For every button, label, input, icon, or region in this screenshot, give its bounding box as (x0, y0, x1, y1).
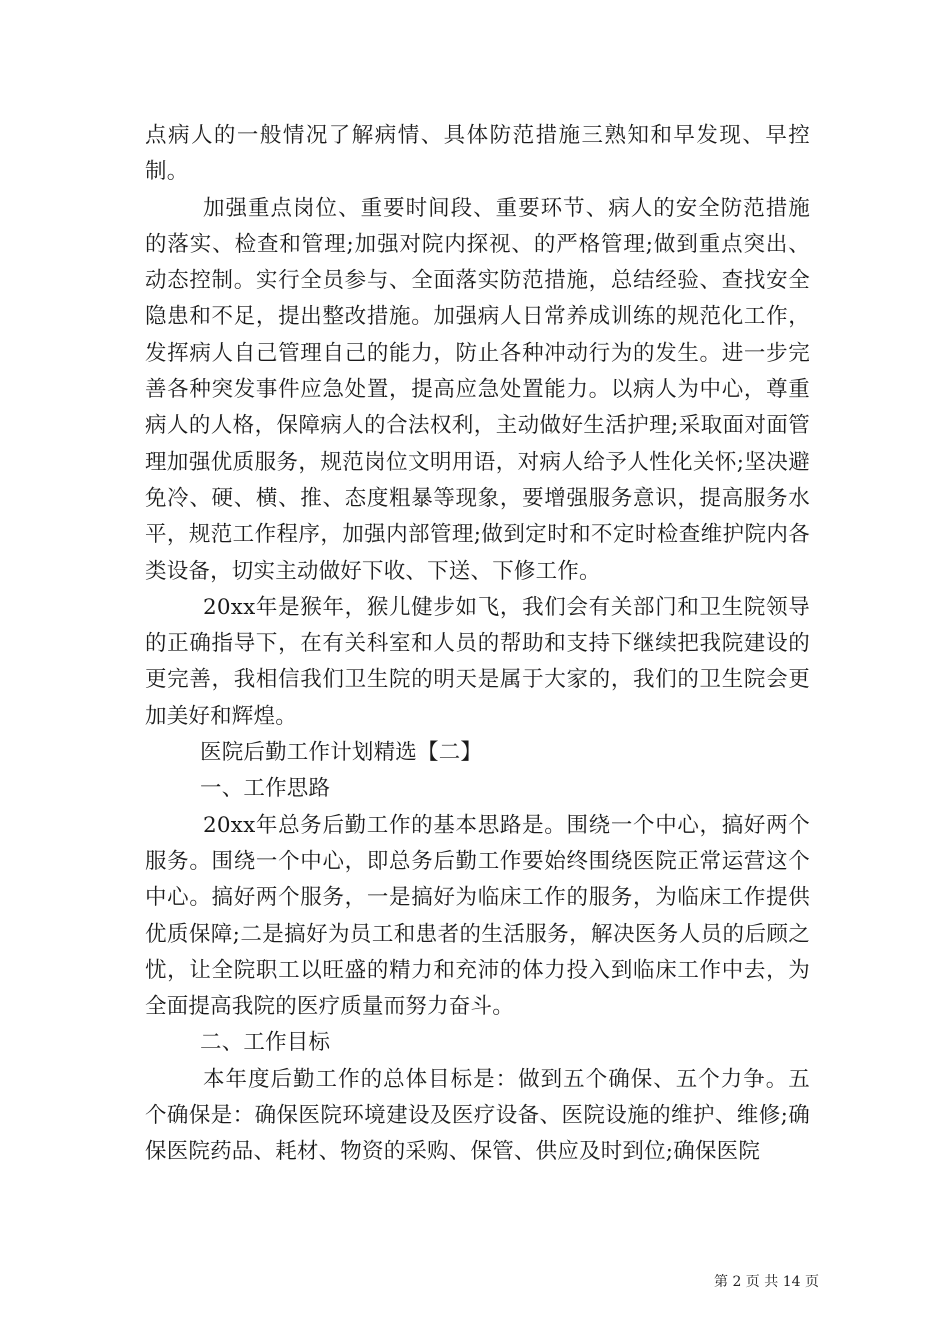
paragraph-outlook: 20xx年是猴年，猴儿健步如飞，我们会有关部门和卫生院领导的正确指导下，在有关科室和人员的帮助和支持下继续把我院建设的更完善，我相信我们卫生院的明天是属于大家的，我们的卫生院会更加美好和辉煌。 (145, 594, 810, 729)
page-number: 第 2 页 共 14 页 (714, 1274, 819, 1290)
paragraph-safety-measures: 加强重点岗位、重要时间段、重要环节、病人的安全防范措施的落实、检查和管理;加强对院内探视、的严格管理;做到重点突出、动态控制。实行全员参与、全面落实防范措施，总结经验、查找安全隐患和不足，提出整改措施。加强病人日常养成训练的规范化工作，发挥病人自己管理自己的能力，防止各种冲动行为的发生。进一步完善各种突发事件应急处置，提高应急处置能力。以病人为中心，尊重病人的人格，保障病人的合法权利，主动做好生活护理;采取面对面管理加强优质服务，规范岗位文明用语，对病人给予人性化关怀;坚决避免冷、硬、横、推、态度粗暴等现象，要增强服务意识，提高服务水平，规范工作程序，加强内部管理;做到定时和不定时检查维护院内各类设备，切实主动做好下收、下送、下修工作。 (145, 195, 810, 584)
paragraph-continuation: 点病人的一般情况了解病情、具体防范措施三熟知和早发现、早控制。 (145, 123, 810, 185)
heading-work-approach: 一、工作思路 (200, 776, 331, 802)
paragraph-work-goals: 本年度后勤工作的总体目标是：做到五个确保、五个力争。五个确保是：确保医院环境建设及医疗设备、医院设施的维护、维修;确保医院药品、耗材、物资的采购、保管、供应及时到位;确保医院 (145, 1066, 810, 1165)
document-body (145, 118, 810, 1171)
section-title: 医院后勤工作计划精选【二】 (200, 740, 483, 766)
paragraph-work-approach: 20xx年总务后勤工作的基本思路是。围绕一个中心，搞好两个服务。围绕一个中心，即总务后勤工作要始终围绕医院正常运营这个中心。搞好两个服务，一是搞好为临床工作的服务，为临床工作提供优质保障;二是搞好为员工和患者的生活服务，解决医务人员的后顾之忧，让全院职工以旺盛的精力和充沛的体力投入到临床工作中去，为全面提高我院的医疗质量而努力奋斗。 (145, 812, 810, 1020)
heading-work-goals: 二、工作目标 (200, 1030, 331, 1056)
